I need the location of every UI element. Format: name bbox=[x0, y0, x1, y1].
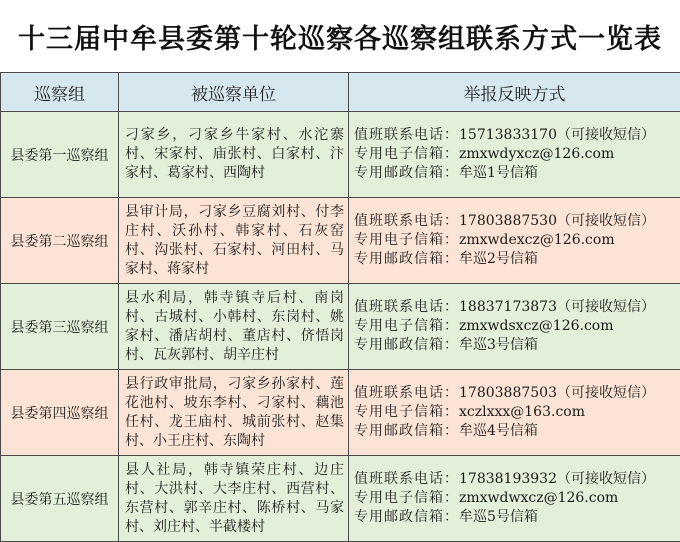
email-label: 专用电子信箱： bbox=[354, 146, 459, 162]
header-report: 举报反映方式 bbox=[349, 73, 680, 112]
email-value: zmxwdsxcz@126.com bbox=[459, 318, 614, 334]
page-title: 十三届中牟县委第十轮巡察各巡察组联系方式一览表 bbox=[0, 0, 680, 72]
group-name: 县委第五巡察组 bbox=[1, 456, 119, 542]
mailbox-line bbox=[354, 164, 676, 183]
mailbox-line bbox=[354, 336, 676, 355]
phone-label: 值班联系电话： bbox=[354, 299, 459, 315]
table-header-row bbox=[1, 73, 680, 112]
mailbox-value: 牟巡3号信箱 bbox=[459, 337, 538, 353]
phone-value: 17803887503（可接收短信） bbox=[459, 385, 655, 401]
email-label: 专用电子信箱： bbox=[354, 232, 459, 248]
email-value: zmxwdyxcz@126.com bbox=[459, 146, 614, 162]
mailbox-label: 专用邮政信箱： bbox=[354, 165, 459, 181]
inspected-units: 县人社局，韩寺镇荣庄村、边庄村、大洪村、大李庄村、西营村、东营村、郭辛庄村、陈桥村、马家村、刘庄村、半截楼村 bbox=[119, 456, 349, 542]
email-value: zmxwdexcz@126.com bbox=[459, 232, 615, 248]
table-row bbox=[1, 284, 680, 370]
group-name: 县委第四巡察组 bbox=[1, 370, 119, 456]
mailbox-line bbox=[354, 250, 676, 269]
table-row bbox=[1, 112, 680, 198]
table-row bbox=[1, 198, 680, 284]
table-row bbox=[1, 456, 680, 542]
phone-label: 值班联系电话： bbox=[354, 385, 459, 401]
email-label: 专用电子信箱： bbox=[354, 318, 459, 334]
report-contacts bbox=[349, 198, 680, 284]
phone-line bbox=[354, 212, 676, 231]
phone-line bbox=[354, 298, 676, 317]
mailbox-label: 专用邮政信箱： bbox=[354, 251, 459, 267]
phone-value: 18837173873（可接收短信） bbox=[459, 299, 655, 315]
phone-line bbox=[354, 384, 676, 403]
phone-line bbox=[354, 126, 676, 145]
phone-label: 值班联系电话： bbox=[354, 127, 459, 143]
phone-value: 15713833170（可接收短信） bbox=[459, 127, 655, 143]
email-label: 专用电子信箱： bbox=[354, 404, 459, 420]
phone-value: 17803887530（可接收短信） bbox=[459, 213, 655, 229]
email-line bbox=[354, 317, 676, 336]
report-contacts bbox=[349, 112, 680, 198]
email-line bbox=[354, 231, 676, 250]
report-contacts bbox=[349, 456, 680, 542]
report-contacts bbox=[349, 284, 680, 370]
mailbox-value: 牟巡5号信箱 bbox=[459, 509, 538, 525]
inspected-units: 刁家乡，刁家乡牛家村、水沱寨村、宋家村、庙张村、白家村、汴家村、葛家村、西陶村 bbox=[119, 112, 349, 198]
email-line bbox=[354, 145, 676, 164]
mailbox-label: 专用邮政信箱： bbox=[354, 423, 459, 439]
inspected-units: 县行政审批局，刁家乡孙家村、莲花池村、坡东李村、刁家村、藕池任村、龙王庙村、城前张村、赵集村、小王庄村、东陶村 bbox=[119, 370, 349, 456]
email-line bbox=[354, 489, 676, 508]
header-units: 被巡察单位 bbox=[119, 73, 349, 112]
mailbox-value: 牟巡2号信箱 bbox=[459, 251, 538, 267]
group-name: 县委第三巡察组 bbox=[1, 284, 119, 370]
email-line bbox=[354, 403, 676, 422]
email-value: zmxwdwxcz@126.com bbox=[459, 490, 618, 506]
table-row bbox=[1, 370, 680, 456]
phone-line bbox=[354, 470, 676, 489]
mailbox-label: 专用邮政信箱： bbox=[354, 337, 459, 353]
email-value: xczlxxx@163.com bbox=[459, 404, 585, 420]
mailbox-label: 专用邮政信箱： bbox=[354, 509, 459, 525]
phone-label: 值班联系电话： bbox=[354, 213, 459, 229]
phone-label: 值班联系电话： bbox=[354, 471, 459, 487]
report-contacts bbox=[349, 370, 680, 456]
mailbox-value: 牟巡1号信箱 bbox=[459, 165, 538, 181]
inspected-units: 县水利局，韩寺镇寺后村、南岗村、古城村、小韩村、东岗村、姚家村、潘店胡村、董店村、侪悟岗村、瓦灰郭村、胡辛庄村 bbox=[119, 284, 349, 370]
phone-value: 17838193932（可接收短信） bbox=[459, 471, 655, 487]
email-label: 专用电子信箱： bbox=[354, 490, 459, 506]
mailbox-line bbox=[354, 422, 676, 441]
mailbox-value: 牟巡4号信箱 bbox=[459, 423, 538, 439]
contact-table bbox=[0, 72, 680, 542]
header-group: 巡察组 bbox=[1, 73, 119, 112]
group-name: 县委第一巡察组 bbox=[1, 112, 119, 198]
mailbox-line bbox=[354, 508, 676, 527]
group-name: 县委第二巡察组 bbox=[1, 198, 119, 284]
inspected-units: 县审计局，刁家乡豆腐刘村、付李庄村、沃孙村、韩家村、石灰窑村、沟张村、石家村、河田村、马家村、蒋家村 bbox=[119, 198, 349, 284]
